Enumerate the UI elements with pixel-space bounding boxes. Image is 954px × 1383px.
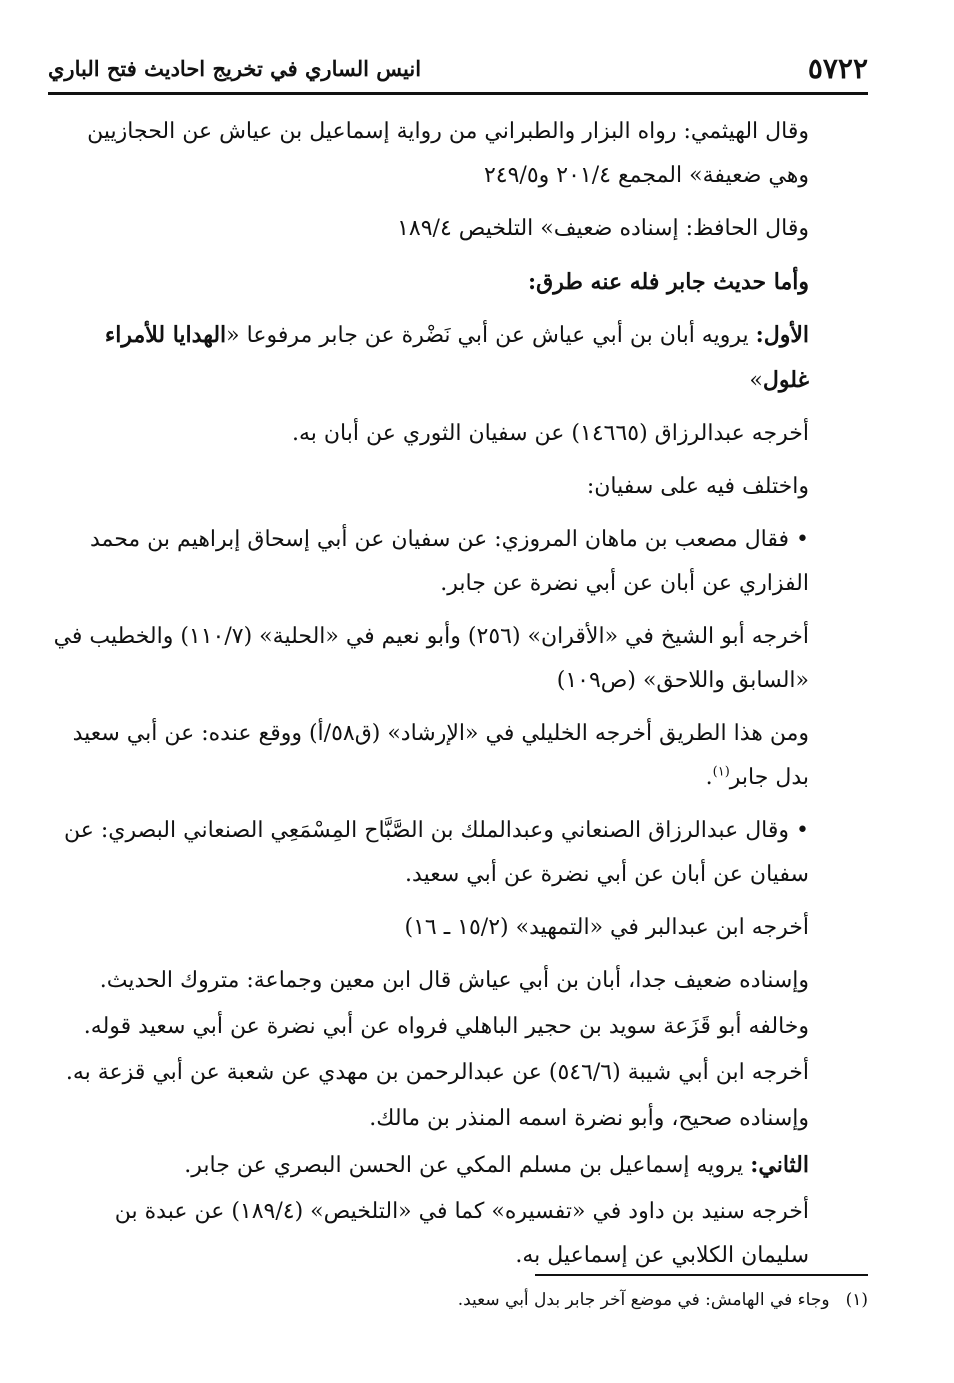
label-first: الأول: [755, 322, 809, 348]
footnote [300, 1286, 868, 1314]
paragraph-first-route [52, 313, 867, 403]
footnote-reference: (١) [712, 764, 730, 780]
paragraph-disagreement: واختلف فيه على سفيان: [586, 474, 809, 499]
label-second: الثاني: [750, 1152, 809, 1178]
footnote-number: (١) [845, 1290, 868, 1310]
section-heading-jabir: وأما حديث جابر فله عنه طرق: [528, 269, 809, 295]
paragraph-sunayd: أخرجه سنيد بن داود في «تفسيره» كما في «التلخيص» (١٨٩/٤) عن عبدة بن سليمان الكلابي عن إسماعيل به. [114, 1199, 809, 1268]
second-route-text: يرويه إسماعيل بن مسلم المكي عن الحسن البصري عن جابر. [184, 1153, 751, 1178]
paragraph-sahih: وإسناده صحيح، وأبو نضرة اسمه المنذر بن مالك. [369, 1106, 809, 1131]
khalili-text: ومن هذا الطريق أخرجه الخليلي في «الإرشاد» (ق٥٨/أ) ووقع عنده: عن أبي سعيد بدل جابر [72, 721, 809, 790]
paragraph-ibn-abdulbarr: أخرجه ابن عبدالبر في «التمهيد» (١٥/٢ ـ ١٦) [404, 915, 809, 940]
first-route-text: يرويه أبان بن أبي عياش عن أبي نَضْرة عن جابر مرفوعا « [226, 323, 756, 348]
paragraph-ibn-abi-shayba: أخرجه ابن أبي شيبة (٥٤٦/٦) عن عبدالرحمن بن مهدي عن شعبة عن أبي قزعة به. [65, 1060, 809, 1085]
page-header [48, 50, 868, 90]
paragraph-abu-qazaa: وخالفه أبو قَزَعة سويد بن حجير الباهلي فرواه عن أبي نضرة عن أبي سعيد قوله. [83, 1014, 809, 1039]
khalili-end: . [705, 765, 713, 790]
page-number: ٥٧٢٢ [807, 52, 868, 85]
paragraph-khalili [52, 712, 867, 800]
paragraph-musab: • فقال مصعب بن ماهان المروزي: عن سفيان عن أبي إسحاق إبراهيم بن محمد الفزاري عن أبان عن أبي نضرة عن جابر. [89, 527, 809, 596]
quote-close: » [749, 368, 763, 393]
footnote-text: وجاء في الهامش: في موضع آخر جابر بدل أبي سعيد. [457, 1290, 830, 1310]
paragraph-haythami: وقال الهيثمي: رواه البزار والطبراني من رواية إسماعيل بن عياش عن الحجازيين وهي ضعيفة» المجمع ٢٠١/٤ و٢٤٩/٥ [87, 119, 809, 188]
hadith-text: الهدايا للأمراء غلول [104, 322, 809, 393]
paragraph-abu-shaykh: أخرجه أبو الشيخ في «الأقران» (٢٥٦) وأبو نعيم في «الحلية» (١١٠/٧) والخطيب في «السابق واللاحق» (ص١٠٩) [53, 624, 809, 693]
header-rule [48, 92, 868, 95]
running-title: انيس الساري في تخريج احاديث فتح الباري [48, 56, 422, 81]
main-text [52, 110, 867, 1287]
paragraph-abdulrazzaq: أخرجه عبدالرزاق (١٤٦٦٥) عن سفيان الثوري عن أبان به. [291, 421, 809, 446]
paragraph-weak-chain: وإسناده ضعيف جدا، أبان بن أبي عياش قال ابن معين وجماعة: متروك الحديث. [99, 968, 809, 993]
footnote-separator [535, 1274, 868, 1276]
paragraph-sanani: • وقال عبدالرزاق الصنعاني وعبدالملك بن الصَّبَّاح المِسْمَعِي الصنعاني البصري: عن سفيان عن أبان عن أبي نضرة عن أبي سعيد. [63, 818, 809, 887]
paragraph-second-route [52, 1143, 867, 1188]
paragraph-hafiz: وقال الحافظ: إسناده ضعيف» التلخيص ١٨٩/٤ [397, 216, 809, 241]
